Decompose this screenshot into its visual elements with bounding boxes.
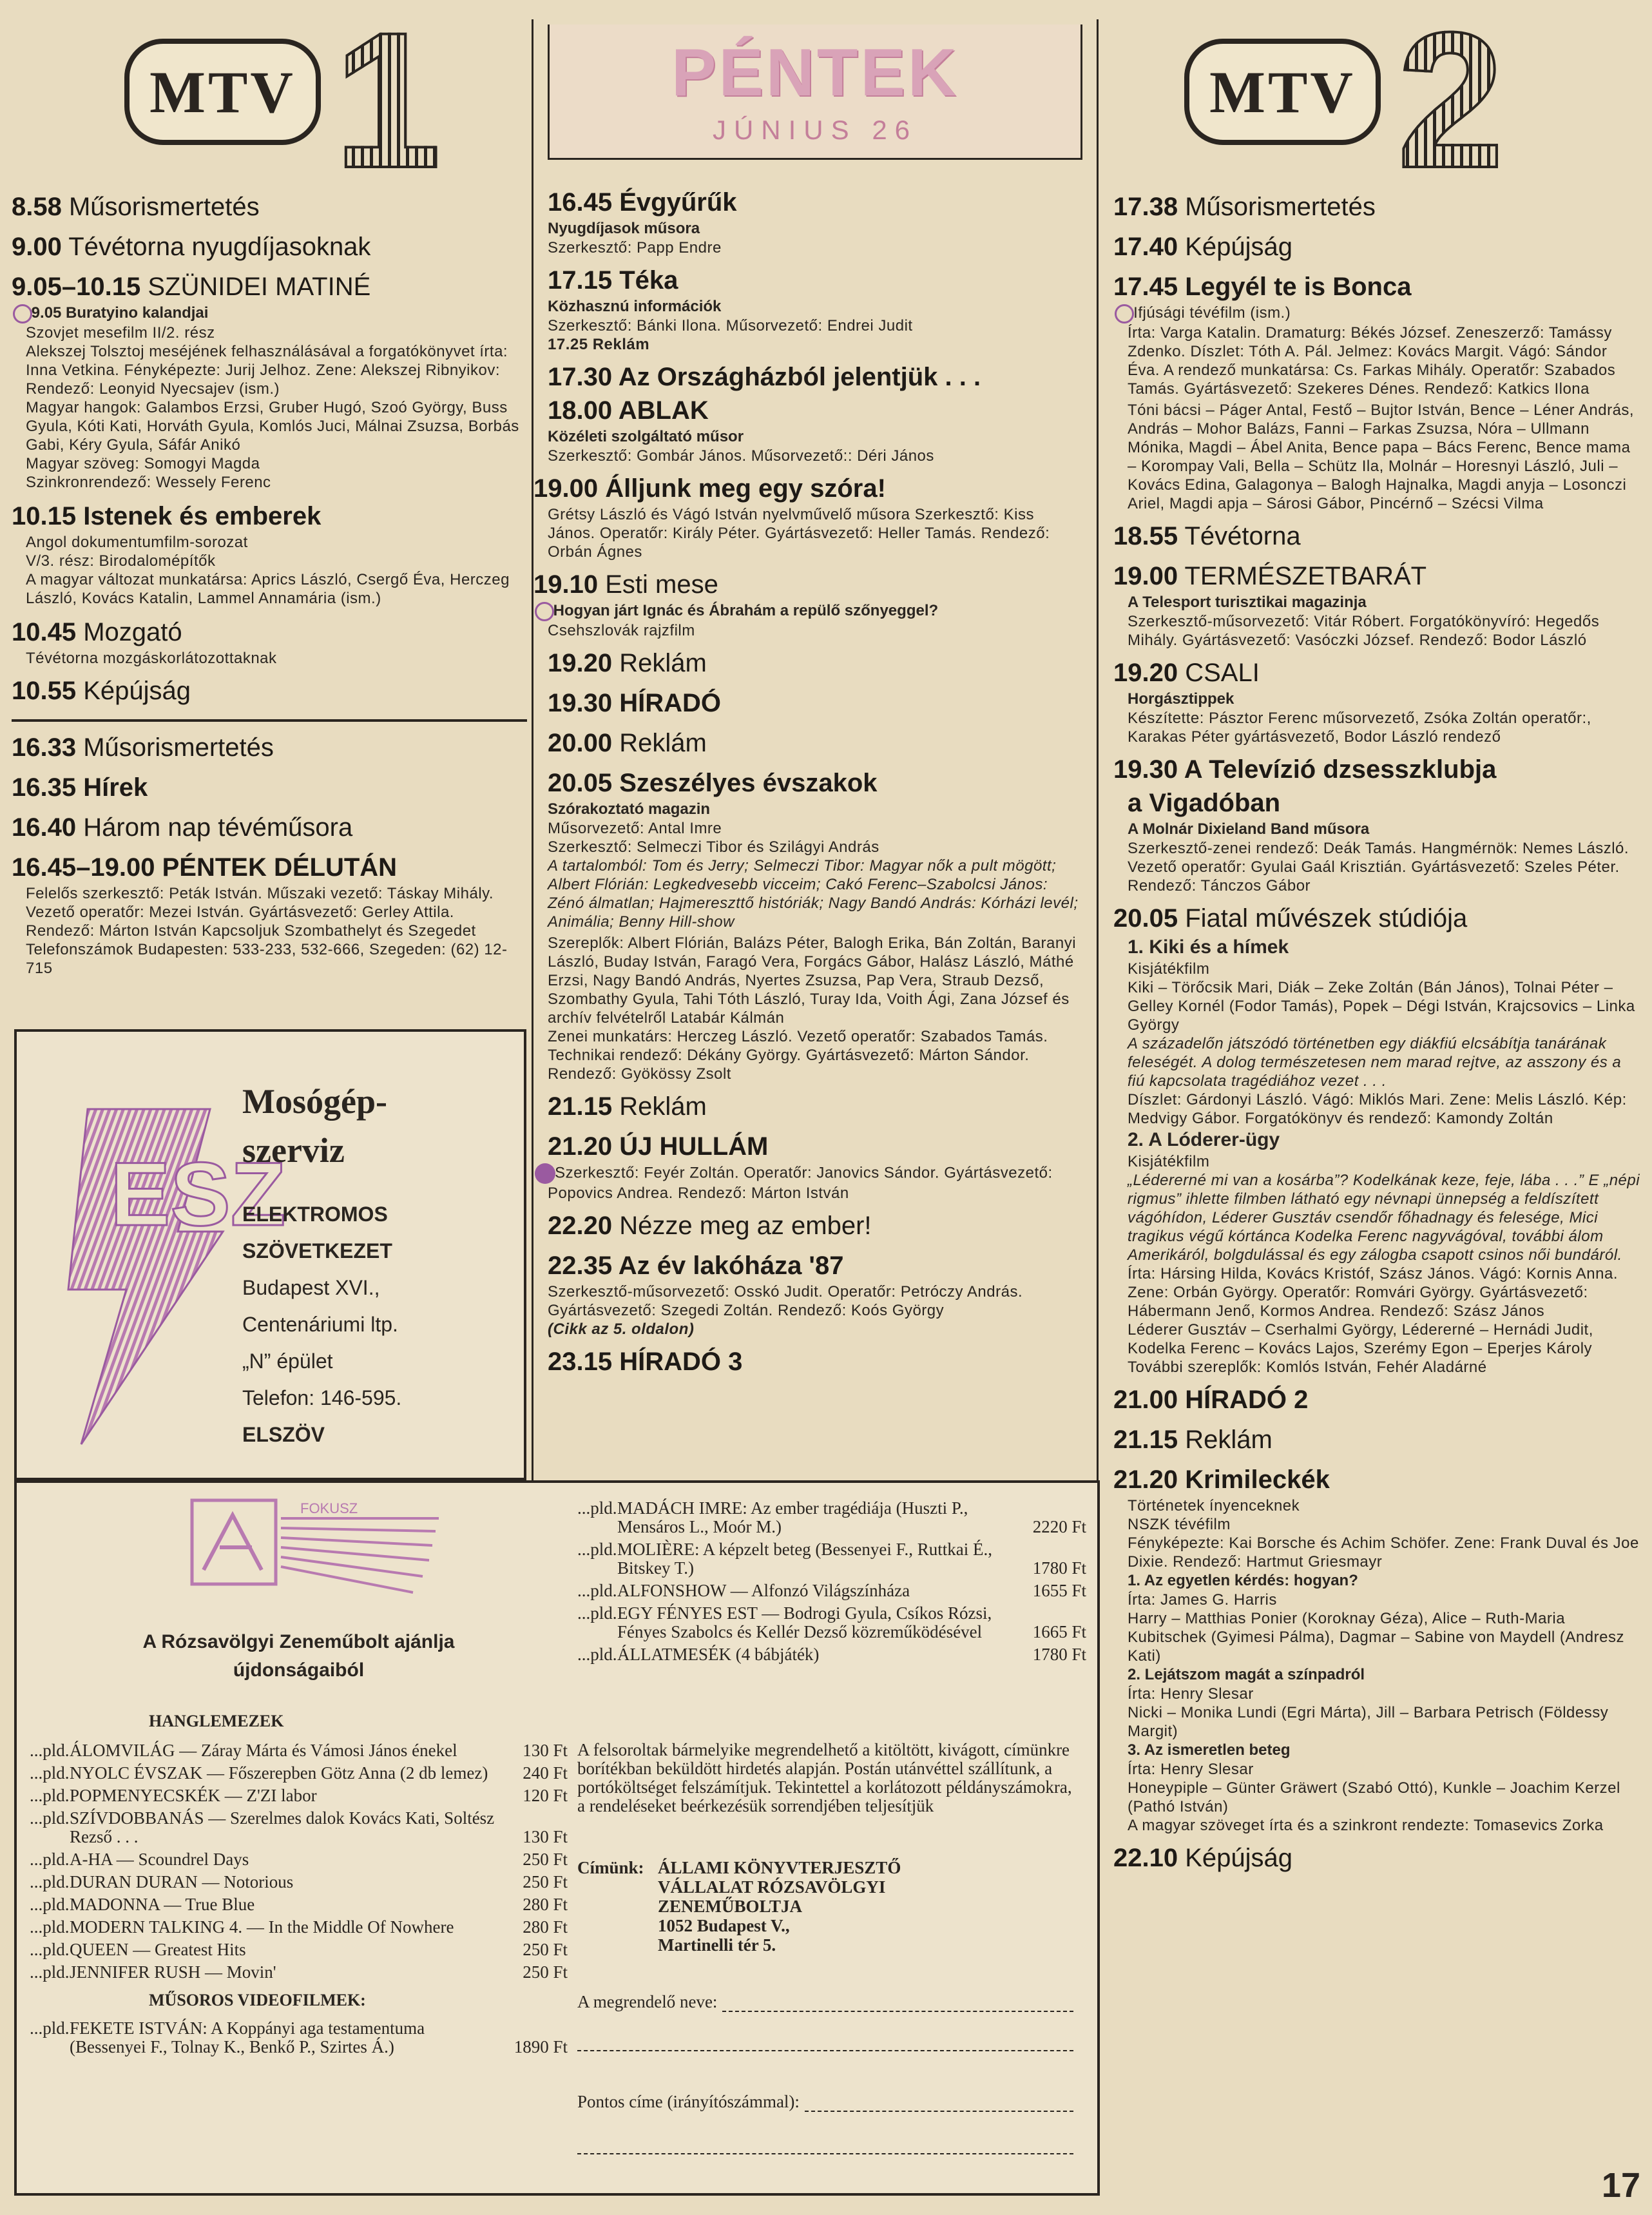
listing-entry: 10.55 Képújság <box>12 676 191 705</box>
listing-entry: 20.05 Fiatal művészek stúdiója 1. Kiki és a hímek Kisjátékfilm Kiki – Törőcsik Mari, Diák – Zeke Zoltán (Bán János), Tolnai Péter – Gelley Kornél (Fodor Tamás), Popek – Dégi István, Krajcsovics – Linka György A századelőn játszódó történetben egy diákfiú elcsábítja tanárának feleségét. A dolog természetesen nem marad rejtve, az asszony és a fiú kapcsolata tragédiához vezet . . . Díszlet: Gárdonyi László. Vágó: Miklós Mari. Zene: Melis László. Kép: Medvigy Gábor. Forgatókönyv és rendező: Kamondy Zoltán 2. A Lóderer-ügy Kisjátékfilm „Lédererné mi van a kosárba”? Kodelkának keze, feje, lába . . .” E „népi rigmus” ihlette filmben látható egy névnapi ünnepség a feldíszített vágóhídon, Léderer Gusztáv csendőr főhadnagy és felesége, Mici tragikus végű kórtánca Kodelka Ferenc nagyvágóval, további álom Amerikáról, bolgdulással és egy zálogba csapott csinos női bundáról. Írta: Hársing Hilda, Kovács Kristóf, Szász János. Vágó: Kornis Anna. Zene: Orbán György. Operatőr: Romvári György. Gyártásvezető: Hábermann Jenő, Kormos Andrea. Rendező: Szász János Léderer Gusztáv – Cserhalmi György, Lédererné – Hernádi Judit, Kodelka Ferenc – Kovács Lajos, Szerémy Egon – Eperjes Károly További szereplők: Komlós István, Fehér Aladárné <box>1113 904 1640 1376</box>
listing-entry: 22.20 Nézze meg az ember! <box>548 1211 872 1240</box>
listing-entry: 9.00 Tévétorna nyugdíjasoknak <box>12 233 371 261</box>
listing-entry: 10.15 Istenek és emberek <box>12 501 322 530</box>
item-price: 240 Ft <box>523 1763 568 1783</box>
listing-entry: 16.45 Évgyűrűk Nyugdíjasok műsora Szerkesztő: Papp Endre <box>548 188 737 256</box>
listing-entry: 21.15 Reklám <box>548 1092 707 1121</box>
item-name: EGY FÉNYES EST — Bodrogi Gyula, Csíkos Rózsi, Fényes Szabolcs és Kellér Dezső közreműködésével <box>617 1603 992 1641</box>
quantity-blank: ...pld. <box>30 1940 70 1959</box>
listing-entry: 16.40 Három nap tévéműsora <box>12 813 353 842</box>
center-column <box>532 19 1099 1482</box>
item-name: SZÍVDOBBANÁS — Szerelmes dalok Kovács Kati, Soltész Rezső . . . <box>70 1808 495 1846</box>
videos-list <box>577 1499 1086 1668</box>
channel-logo-text: MTV <box>1209 59 1356 125</box>
item-name: MADÁCH IMRE: Az ember tragédiája (Huszti P., Mensáros L., Moór M.) <box>617 1498 968 1536</box>
item-price: 1890 Ft <box>514 2037 568 2056</box>
ad-title: Mosógép- szerviz <box>242 1082 387 1170</box>
item-name: JENNIFER RUSH — Movin' <box>70 1962 276 1982</box>
item-price: 130 Ft <box>523 1827 568 1846</box>
quantity-blank: ...pld. <box>30 1895 70 1914</box>
item-name: MADONNA — True Blue <box>70 1895 255 1914</box>
order-item <box>30 1963 568 1982</box>
order-item <box>30 1873 568 1891</box>
mtv1-column: MTV 1 8.58 Műsorismertetés 9.00 Tévétorna nyugdíjasoknak 9.05–10.15 SZÜNIDEI MATINÉ 9.05 Buratyino kalandjai Szovjet mesefilm II/2. rész Alekszej Tolsztoj meséjének felhasználásával a forgatókönyvet írta: Inna Vetkina. Fényképezte: Jurij Jelhoz. Zene: Alekszej Ribnyikov: Rendező: Leonyid Nyecsajev (ism.) Magyar hangok: Galambos Erzsi, Gruber Hugó, Szoó György, Buss Gyula, Kóti Kati, Horváth Gyula, Komlós Juci, Málnai Zsuzsa, Borbás Gabi, Kéry Gyula, Sáfár Anikó Magyar szöveg: Somogyi Magda Szinkronrendező: Wessely Ferenc 10.15 Istenek és emberek Angol dokumentumfilm-sorozat V/3. rész: Birodalomépítők A magyar változat munkatársa: Aprics László, Csergő Éva, Herczeg László, Kovács Katalin, Lammel Annamária (ism.) 10.45 Mozgató Tévétorna mozgáskorlátozottaknak 10.55 Képújság 16.33 Műsorismertetés 16.35 Hírek 16.40 Három nap tévéműsora 16.45–19.00 PÉNTEK DÉLUTÁN Felelős szerkesztő: Peták István. Műszaki vezető: Táskay Mihály. Vezető operatőr: Mezei István. Gyártásvezető: Gerley Attila. Rendező: Márton István Kapcsoljuk Szombathelyt és Szegedet Telefonszámok Budapesten: 533-233, 532-666, Szegeden: (62) 12-715 <box>12 19 527 978</box>
listing-entry: 17.30 Az Országházból jelentjük . . . <box>548 363 981 391</box>
children-circle-icon <box>1115 304 1134 324</box>
order-item <box>30 2019 568 2056</box>
item-price: 280 Ft <box>523 1917 568 1937</box>
tv-screen-icon <box>124 39 321 145</box>
youth-circle-icon <box>535 1163 555 1184</box>
order-item <box>30 1850 568 1869</box>
order-item <box>30 1918 568 1937</box>
item-name: MOLIÈRE: A képzelt beteg (Bessenyei F., Ruttkai É., Bitskey T.) <box>617 1540 992 1578</box>
item-price: 1780 Ft <box>1032 1645 1086 1664</box>
quantity-blank: ...pld. <box>30 1962 70 1982</box>
quantity-blank: ...pld. <box>30 1808 70 1828</box>
address-field[interactable]: Pontos címe (irányítószámmal): <box>577 2092 1073 2112</box>
records-list: HANGLEMEZEK ...pld. ÁLOMVILÁG — Záray Márta és Vámosi János énekel 130 Ft ...pld. NYOLC ÉVSZAK — Főszerepben Götz Anna (2 db lemez) 240 Ft ...pld. POPMENYECSKÉK — Z'ZI labor 120 Ft ...pld. SZÍVDOBBANÁS — Szerelmes dalok Kovács Kati, Soltész Rezső . . . 130 Ft ...pld. A-HA — Scoundrel Days 250 Ft ...pld. DURAN DURAN — Notorious 250 Ft ...pld. MADONNA — True Blue 280 Ft ...pld. MODERN TALKING 4. — In the Middle Of Nowhere 280 Ft ...pld. QUEEN — Greatest Hits 250 Ft ...pld. JENNIFER RUSH — Movin' 250 Ft MŰSOROS VIDEOFILMEK: ...pld. FEKETE ISTVÁN: A Koppányi aga testamentuma (Bessenyei F., Tolnay K., Benkő P., Szirtes Á.) 1890 Ft <box>30 1712 568 2056</box>
listing-entry: 18.00 ABLAK Közéleti szolgáltató műsor Szerkesztő: Gombár János. Műsorvezető:: Déri János <box>548 396 934 465</box>
item-price: 280 Ft <box>523 1895 568 1914</box>
quantity-blank: ...pld. <box>30 1917 70 1937</box>
listing-entry: 21.00 HÍRADÓ 2 <box>1113 1385 1309 1414</box>
day-name: PÉNTEK <box>671 35 959 110</box>
item-name: A-HA — Scoundrel Days <box>70 1850 249 1869</box>
elszov-advertisement <box>14 1029 526 1480</box>
rozsavolgyi-advertisement <box>14 1480 1100 2196</box>
quantity-blank: ...pld. <box>577 1645 617 1664</box>
item-price: 2220 Ft <box>1032 1517 1086 1536</box>
order-item <box>577 1581 1086 1600</box>
ad-left-panel <box>30 1483 568 2193</box>
address-block: Címünk: ÁLLAMI KÖNYVTERJESZTŐ VÁLLALAT RÓZSAVÖLGYI ZENEMŰBOLTJA 1052 Budapest V., Martinelli tér 5. <box>577 1858 901 1955</box>
lightning-bolt-icon <box>55 1103 286 1451</box>
listing-entry: 17.45 Legyél te is Bonca Ifjúsági tévéfilm (ism.) Írta: Varga Katalin. Dramaturg: Békés József. Zeneszerző: Tamássy Zdenko. Díszlet: Tóth A. Pál. Jelmez: Kovács Margit. Vágó: Sándor Éva. A rendező munkatársa: Cs. Farkas Mihály. Operatőr: Szabados Tamás. Gyártásvezető: Szekeres Dénes. Rendező: Katkics Ilona Tóni bácsi – Páger Antal, Festő – Bujtor István, Bence – Léner András, András – Mohor Balázs, Fanni – Farkas Zsuzsa, Nóra – Ullmann Mónika, Magdi – Ábel Anita, Bence papa – Bács Ferenc, Bence mama – Korompay Vali, Bella – Schütz Ila, Molnár – Horesnyi László, Juli – Kovács Edina, Galagonya – Balogh Hajnalka, Magdi anyja – Losonczi Ariel, Magdi apja – Sárosi Gábor, Pincérnő – Szécsi Vilma <box>1113 273 1635 512</box>
order-item <box>30 1741 568 1760</box>
channel-logo-text: MTV <box>149 59 296 125</box>
listing-entry: 17.38 Műsorismertetés <box>1113 193 1376 221</box>
quantity-blank: ...pld. <box>577 1581 617 1600</box>
item-price: 120 Ft <box>523 1786 568 1805</box>
listing-entry: 17.40 Képújság <box>1113 233 1293 261</box>
mtv2-column <box>1113 0 1642 1875</box>
listing-entry: 21.20 Krimileckék Történetek ínyenceknek NSZK tévéfilm Fényképezte: Kai Borsche és Achim Schöfer. Zene: Frank Duval és Joe Dixie. Rendező: Hartmut Griesmayr 1. Az egyetlen kérdés: hogyan? Írta: James G. Harris Harry – Matthias Ponier (Koroknay Géza), Alice – Ruth-Maria Kubitschek (Gyimesi Pálma), Dagmar – Sabine von Maydell (Andresz Kati) 2. Lejátszom magát a színpadról Írta: Henry Slesar Nicki – Monika Lundi (Egri Márta), Jill – Barbara Petrisch (Földessy Margit) 3. Az ismeretlen beteg Írta: Henry Slesar Honeypiple – Günter Gräwert (Szabó Ottó), Kunkle – Joachim Kerzel (Pathó István) A magyar szöveget írta és a szinkront rendezte: Tomasevics Zorka <box>1113 1465 1639 1834</box>
order-item <box>30 1786 568 1805</box>
order-item <box>30 1895 568 1914</box>
item-name: QUEEN — Greatest Hits <box>70 1940 246 1959</box>
listing-entry: 18.55 Tévétorna <box>1113 521 1301 550</box>
order-item <box>577 1604 1086 1641</box>
item-name: MODERN TALKING 4. — In the Middle Of Nowhere <box>70 1917 454 1937</box>
listing-entry: 21.20 ÚJ HULLÁM Szerkesztő: Feyér Zoltán. Operatőr: Janovics Sándor. Gyártásvezető: Popovics Andrea. Rendező: Márton István <box>548 1130 1082 1203</box>
listing-entry: 20.05 Szeszélyes évszakok Szórakoztató magazin Műsorvezető: Antal Imre Szerkesztő: Selmeczi Tibor és Szilágyi András A tartalomból: Tom és Jerry; Selmeczi Tibor: Magyar nők a pult mögött; Albert Flórián: Legkedvesebb vicceim; Cakó Ferenc–Szabolcsi János: Zénó álmatlan; Hajmereszttő históriák; Nagy Bandó András: Kórházi levél; Animália; Benny Hill-show Szereplők: Albert Flórián, Balázs Péter, Balogh Erika, Bán Zoltán, Baranyi László, Buday István, Faragó Vera, Forgács Gábor, Halász László, Máthé Erzsi, Nagy Bandó András, Nyertes Zsuzsa, Pap Vera, Straub Dezső, Szombathy Gyula, Tahi Tóth László, Turay Ida, Voith Ági, Zana József és archív felvételről Latabár Kálmán Zenei munkatárs: Herczeg László. Vezető operatőr: Szabados Tamás. Technikai rendező: Dékány György. Gyártásvezető: Márton Sándor. Rendező: Gyökössy Zsolt <box>548 768 1079 1083</box>
item-name: DURAN DURAN — Notorious <box>70 1872 294 1891</box>
address-field-line[interactable] <box>577 2153 1073 2154</box>
order-item <box>30 1940 568 1959</box>
quantity-blank: ...pld. <box>30 1741 70 1760</box>
listing-entry: 19.00 Álljunk meg egy szóra! Grétsy László és Vágó István nyelvművelő műsora Szerkesztő: Kiss János. Operatőr: Király Péter. Gyártásvezető: Heller Tamás. Rendező: Orbán Ágnes <box>533 474 1050 561</box>
ad-intro: A Rózsavölgyi Zeneműbolt ajánlja újdonságaiból <box>142 1631 455 1681</box>
item-name: FEKETE ISTVÁN: A Koppányi aga testamentuma (Bessenyei F., Tolnay K., Benkő P., Szirtes Á.) <box>70 2018 425 2056</box>
listing-entry: 19.20 CSALI Horgásztippek Készítette: Pásztor Ferenc műsorvezető, Zsóka Zoltán operatőr:, Karakas Péter gyártásvezető, Bodor László rendező <box>1113 658 1591 746</box>
date: JÚNIUS 26 <box>712 115 918 145</box>
listing-entry: 20.00 Reklám <box>548 728 707 757</box>
quantity-blank: ...pld. <box>577 1498 617 1518</box>
listing-entry: 16.35 Hírek <box>12 773 148 802</box>
quantity-blank: ...pld. <box>30 1872 70 1891</box>
item-name: ALFONSHOW — Alfonzó Világszínháza <box>617 1581 910 1600</box>
listing-entry: 8.58 Műsorismertetés <box>12 193 260 221</box>
listing-entry: 10.45 Mozgató <box>12 617 182 646</box>
item-name: POPMENYECSKÉK — Z'ZI labor <box>70 1786 317 1805</box>
tv-screen-icon <box>1184 39 1381 145</box>
quantity-blank: ...pld. <box>577 1540 617 1559</box>
quantity-blank: ...pld. <box>30 1786 70 1805</box>
order-item <box>30 1809 568 1846</box>
svg-text:FOKUSZ: FOKUSZ <box>300 1500 358 1516</box>
listing-entry: 16.45–19.00 PÉNTEK DÉLUTÁN <box>12 853 398 882</box>
listing-entry: 21.15 Reklám <box>1113 1425 1273 1454</box>
order-item <box>30 1764 568 1783</box>
item-name: ÁLOMVILÁG — Záray Márta és Vámosi János énekel <box>70 1741 457 1760</box>
item-price: 1780 Ft <box>1032 1558 1086 1578</box>
listing-entry: 17.15 Téka Közhasznú információk Szerkesztő: Bánki Ilona. Műsorvezető: Endrei Judit 17.25 Reklám <box>548 266 913 353</box>
fokusz-logo <box>191 1499 442 1609</box>
order-item <box>577 1499 1086 1536</box>
item-price: 1665 Ft <box>1032 1622 1086 1641</box>
order-item <box>577 1645 1086 1664</box>
divider <box>12 719 527 722</box>
listing-entry: 19.30 A Televízió dzsesszklubja a Vigadóban A Molnár Dixieland Band műsora Szerkesztő-zenei rendező: Deák Tamás. Hangmérnök: Nemes László. Vezető operatőr: Gyulai Gaál Krisztián. Gyártásvezető: Szeles Péter. Rendező: Tánczos Gábor <box>1113 755 1629 895</box>
item-name: ÁLLATMESÉK (4 bábjáték) <box>617 1645 820 1664</box>
item-price: 250 Ft <box>523 1940 568 1959</box>
day-header <box>548 24 1082 160</box>
matine-details: 9.05 Buratyino kalandjai Szovjet mesefilm II/2. rész Alekszej Tolsztoj meséjének felhasználásával a forgatókönyvet írta: Inna Vetkina. Fényképezte: Jurij Jelhoz. Zene: Alekszej Ribnyikov: Rendező: Leonyid Nyecsajev (ism.) Magyar hangok: Galambos Erzsi, Gruber Hugó, Szoó György, Buss Gyula, Kóti Kati, Horváth Gyula, Komlós Juci, Málnai Zsuzsa, Borbás Gabi, Kéry Gyula, Sáfár Anikó Magyar szöveg: Somogyi Magda Szinkronrendező: Wessely Ferenc <box>12 304 527 492</box>
quantity-blank: ...pld. <box>30 2018 70 2038</box>
channel-number: 1 <box>334 0 441 208</box>
name-field[interactable]: A megrendelő neve: <box>577 1992 1073 2012</box>
item-price: 250 Ft <box>523 1872 568 1891</box>
channel-number: 2 <box>1397 0 1504 208</box>
listing-entry: 9.05–10.15 SZÜNIDEI MATINÉ <box>12 273 371 301</box>
item-price: 250 Ft <box>523 1962 568 1982</box>
children-circle-icon <box>13 304 32 324</box>
listing-entry: 22.35 Az év lakóháza '87 Szerkesztő-műsorvezető: Osskó Judit. Operatőr: Petróczy András. Gyártásvezető: Szegedi Zoltán. Rendező: Koós György (Cikk az 5. oldalon) <box>548 1251 1023 1338</box>
listing-entry: 19.00 TERMÉSZETBARÁT A Telesport turisztikai magazinja Szerkesztő-műsorvezető: Vitár Róbert. Forgatókönyvíró: Hegedős Mihály. Gyártásvezető: Vasóczki József. Rendező: Bodor László <box>1113 561 1600 649</box>
listing-entry: 19.30 HÍRADÓ <box>548 688 722 717</box>
listing-entry: 23.15 HÍRADÓ 3 <box>548 1347 743 1376</box>
ad-body: ELEKTROMOS SZÖVETKEZET Budapest XVI., Centenáriumi ltp. „N” épület Telefon: 146-595. ELSZÖV <box>242 1203 402 1446</box>
quantity-blank: ...pld. <box>577 1603 617 1623</box>
order-text: A felsoroltak bármelyike megrendelhető a kitöltött, kivágott, címünkre borítékban beküldött hirdetés alapján. Postán utánvéttel szállítunk, a portóköltséget felszámítjuk. Tekintettel a korlátozott példányszámokra, a rendeléseket beérkezésük sorrendjében teljesítjük <box>577 1740 1072 1815</box>
children-circle-icon <box>535 602 554 621</box>
listing-entry: 22.10 Képújság <box>1113 1843 1293 1872</box>
item-name: NYOLC ÉVSZAK — Főszerepben Götz Anna (2 db lemez) <box>70 1763 488 1783</box>
quantity-blank: ...pld. <box>30 1763 70 1783</box>
page-number: 17 <box>1601 2166 1640 2205</box>
listing-entry: 19.20 Reklám <box>548 648 707 677</box>
bolt-letters: ESZ <box>110 1143 286 1244</box>
listing-entry: 16.33 Műsorismertetés <box>12 733 274 762</box>
order-item <box>577 1540 1086 1578</box>
quantity-blank: ...pld. <box>30 1850 70 1869</box>
ad-right-panel <box>571 1483 1093 2193</box>
item-price: 250 Ft <box>523 1850 568 1869</box>
listing-entry: 19.10 Esti mese Hogyan járt Ignác és Ábrahám a repülő szőnyeggel? Csehszlovák rajzfilm <box>533 570 939 639</box>
item-price: 130 Ft <box>523 1741 568 1760</box>
name-field-line[interactable] <box>577 2050 1073 2051</box>
item-price: 1655 Ft <box>1032 1581 1086 1600</box>
